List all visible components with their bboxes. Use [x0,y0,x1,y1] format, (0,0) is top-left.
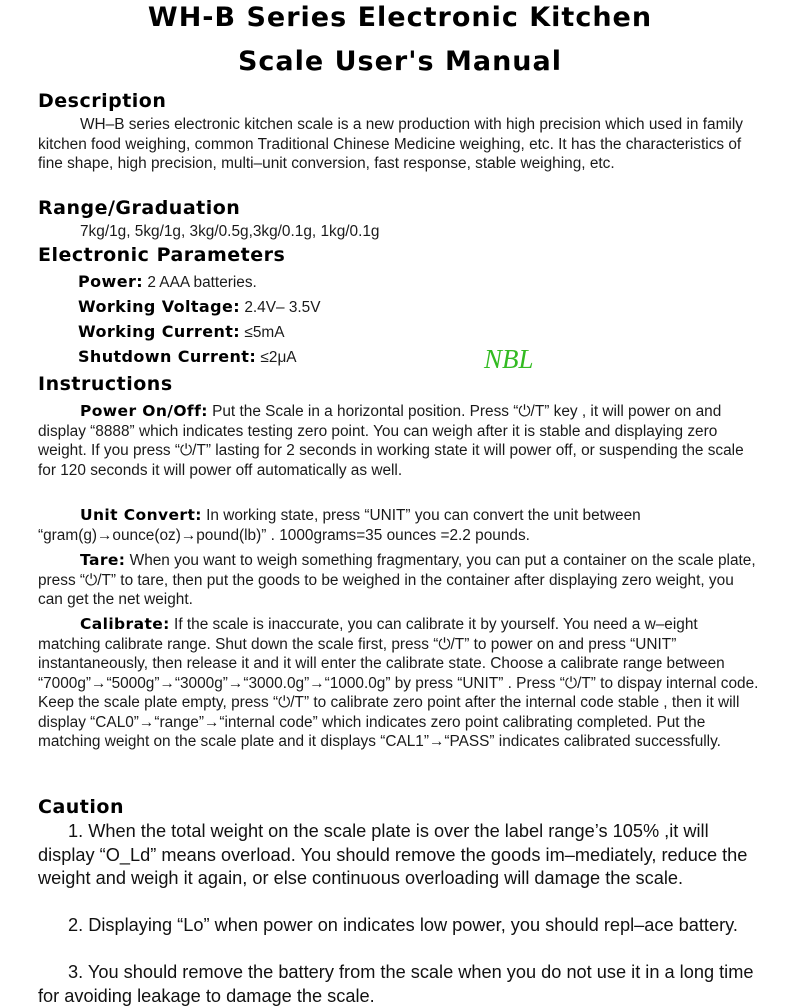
caution-item-3: 3. You should remove the battery from the scale when you do not use it in a long time for avoiding leakage to damage the scale. [38,962,754,1006]
instruction-text: Put the Scale in a horizontal position. Press “⏻/T” key , it will power on and display “8888” which indicates testing zero point. You can weigh after it is stable and displaying zero weight. If you press “⏻/T” lasting for 2 seconds in working state it will power off, or suspending the scale for 120 seconds it will power off automatically as well. [38,403,744,479]
param-value: ≤5mA [240,324,285,341]
caution-heading: Caution [38,796,124,818]
range-heading: Range/Graduation [38,197,241,219]
param-label: Power: [78,272,144,291]
param-value: 2 AAA batteries. [143,274,257,291]
caution-item-1: 1. When the total weight on the scale plate is over the label range’s 105% ,it will display “O_Ld” means overload. You should remove the goods im–mediately, reduce the weight and weigh it again, or else continuous overloading will damage the scale. [38,821,748,888]
range-text: 7kg/1g, 5kg/1g, 3kg/0.5g,3kg/0.1g, 1kg/0.1g [80,223,380,240]
param-value: 2.4V– 3.5V [240,299,321,316]
instruction-text: If the scale is inaccurate, you can calibrate it by yourself. You need a w–eight matching calibrate range. Shut down the scale first, press “⏻/T” to power on and press “UNIT” instantaneously, then release it and it will enter the calibrate state. Choose a calibrate range between “7000g”→“5000g”→“3000g”→“3000.0g”→“1000.0g” by press “UNIT” . Press “⏻/T” to dispay internal code. Keep the scale plate empty, press “⏻/T” to calibrate zero point after the internal code stable , then it will display “CAL0”→“range”→“internal code” which indicates zero point calibrating completed. Put the matching weight on the scale plate and it displays “CAL1”→“PASS” indicates calibrated successfully. [38,616,759,750]
param-label: Shutdown Current: [78,347,257,366]
instruction-unit-convert [38,506,762,545]
instruction-label: Power On/Off: [80,402,208,420]
instruction-calibrate [38,615,762,752]
description-heading: Description [38,90,167,112]
instruction-label: Calibrate: [80,615,170,633]
instruction-tare [38,551,762,610]
instruction-power-onoff [38,402,762,480]
title-line-1: WH-B Series Electronic Kitchen [147,2,653,33]
param-power [78,272,257,292]
instruction-text: In working state, press “UNIT” you can convert the unit between “gram(g)→ounce(oz)→pound(lb)” . 1000grams=35 ounces =2.2 pounds. [38,507,641,544]
param-working-current [78,322,284,342]
param-label: Working Voltage: [78,297,241,316]
params-heading: Electronic Parameters [38,244,286,266]
description-text: WH–B series electronic kitchen scale is a new production with high precision which used in family kitchen food weighing, common Traditional Chinese Medicine weighing, etc. It has the characteristics of fine shape, high precision, multi–unit conversion, fast response, stable weighing, etc. [38,116,743,172]
param-shutdown-current [78,347,297,367]
caution-item-2: 2. Displaying “Lo” when power on indicates low power, you should repl–ace battery. [68,915,738,935]
param-value: ≤2μA [256,349,297,366]
instructions-heading: Instructions [38,373,173,395]
instruction-label: Unit Convert: [80,506,202,524]
title-line-2: Scale User's Manual [237,46,562,77]
instruction-label: Tare: [80,551,126,569]
nbl-watermark: NBL [484,344,534,374]
instruction-text: When you want to weigh something fragmentary, you can put a container on the scale plate, press “⏻/T” to tare, then put the goods to be weighed in the container after displaying zero weight, you can get the net weight. [38,552,756,608]
param-label: Working Current: [78,322,241,341]
param-working-voltage [78,297,320,317]
